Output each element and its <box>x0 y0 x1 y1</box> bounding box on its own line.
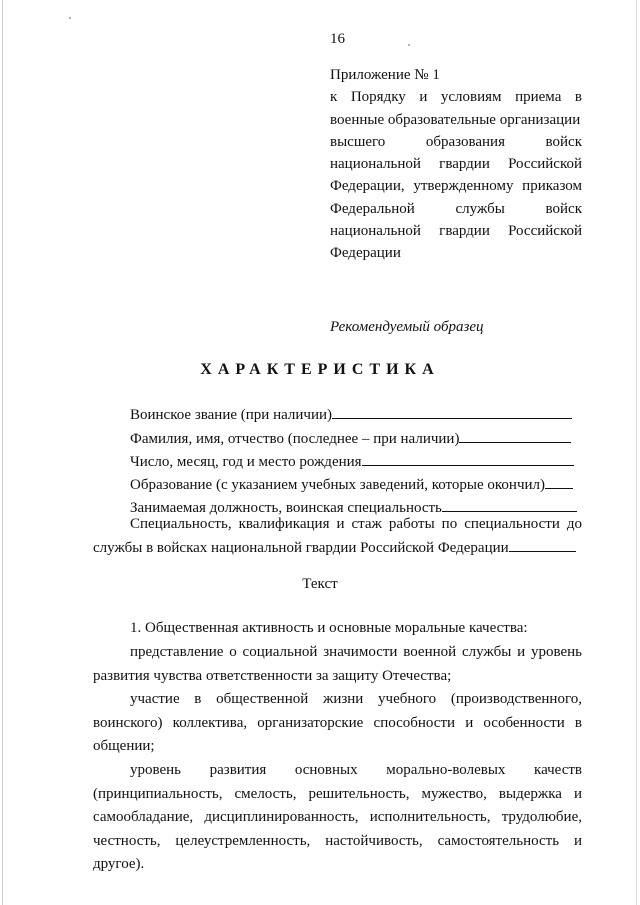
page-number: 16 <box>330 31 345 47</box>
form-field-rank <box>130 404 582 424</box>
page-edge-left <box>2 0 3 905</box>
appendix-line: Федерации <box>330 245 401 262</box>
body-paragraph: представление о социальной значимости военной службы и уровень развития чувства ответственности за защиту Отечества; <box>93 644 582 684</box>
page-edge-right <box>636 0 637 905</box>
appendix-line: Федеральной службы войск <box>330 200 582 217</box>
specialty-text: Специальность, квалификация и стаж работы по специальности до службы в войсках национальной гвардии Российской Федерации <box>93 516 582 556</box>
fill-in-blank <box>442 497 577 512</box>
fill-in-blank <box>459 428 571 443</box>
appendix-line: военные образовательные организации <box>330 111 581 128</box>
document-title: ХАРАКТЕРИСТИКА <box>200 361 440 378</box>
fill-in-blank <box>509 537 576 552</box>
form-field-label: Число, месяц, год и место рождения <box>130 454 362 470</box>
appendix-line: к Порядку и условиям приема в <box>330 89 582 106</box>
fill-in-blank <box>362 451 574 466</box>
scan-speck <box>408 44 410 46</box>
body-paragraph: участие в общественной жизни учебного (производственного, воинского) коллектива, организаторские способности и особенности в общении; <box>93 691 582 754</box>
scan-speck <box>69 17 71 19</box>
appendix-line: национальной гвардии Российской <box>330 156 582 173</box>
recommended-sample-label: Рекомендуемый образец <box>330 319 484 335</box>
specialty-paragraph <box>93 513 582 560</box>
body-paragraph: уровень развития основных морально-волевых качеств (принципиальность, смелость, решительность, мужество, выдержка и самообладание, дисциплинированность, исполнительность, трудолюбие, честность, целеустремленность, настойчивость, самостоятельность и другое). <box>93 762 582 872</box>
fill-in-blank <box>545 474 573 489</box>
appendix-line: высшего образования войск <box>330 133 582 150</box>
appendix-line: национальной гвардии Российской <box>330 223 582 240</box>
form-field-label: Образование (с указанием учебных заведений, которые окончил) <box>130 477 545 493</box>
form-field-label: Воинское звание (при наличии) <box>130 407 332 423</box>
appendix-title: Приложение № 1 <box>330 67 440 83</box>
form-field-label: Фамилия, имя, отчество (последнее – при наличии) <box>130 431 460 447</box>
appendix-line: Федерации, утвержденному приказом <box>330 178 582 195</box>
form-field-full-name <box>130 428 582 448</box>
form-field-education <box>130 474 582 494</box>
body-item-1-heading: 1. Общественная активность и основные моральные качества: <box>130 620 528 636</box>
form-field-label: Занимаемая должность, воинская специальность <box>130 500 442 516</box>
section-heading: Текст <box>302 576 338 592</box>
appendix-header <box>330 64 582 265</box>
fill-in-blank <box>332 404 572 419</box>
form-field-birth <box>130 451 582 471</box>
